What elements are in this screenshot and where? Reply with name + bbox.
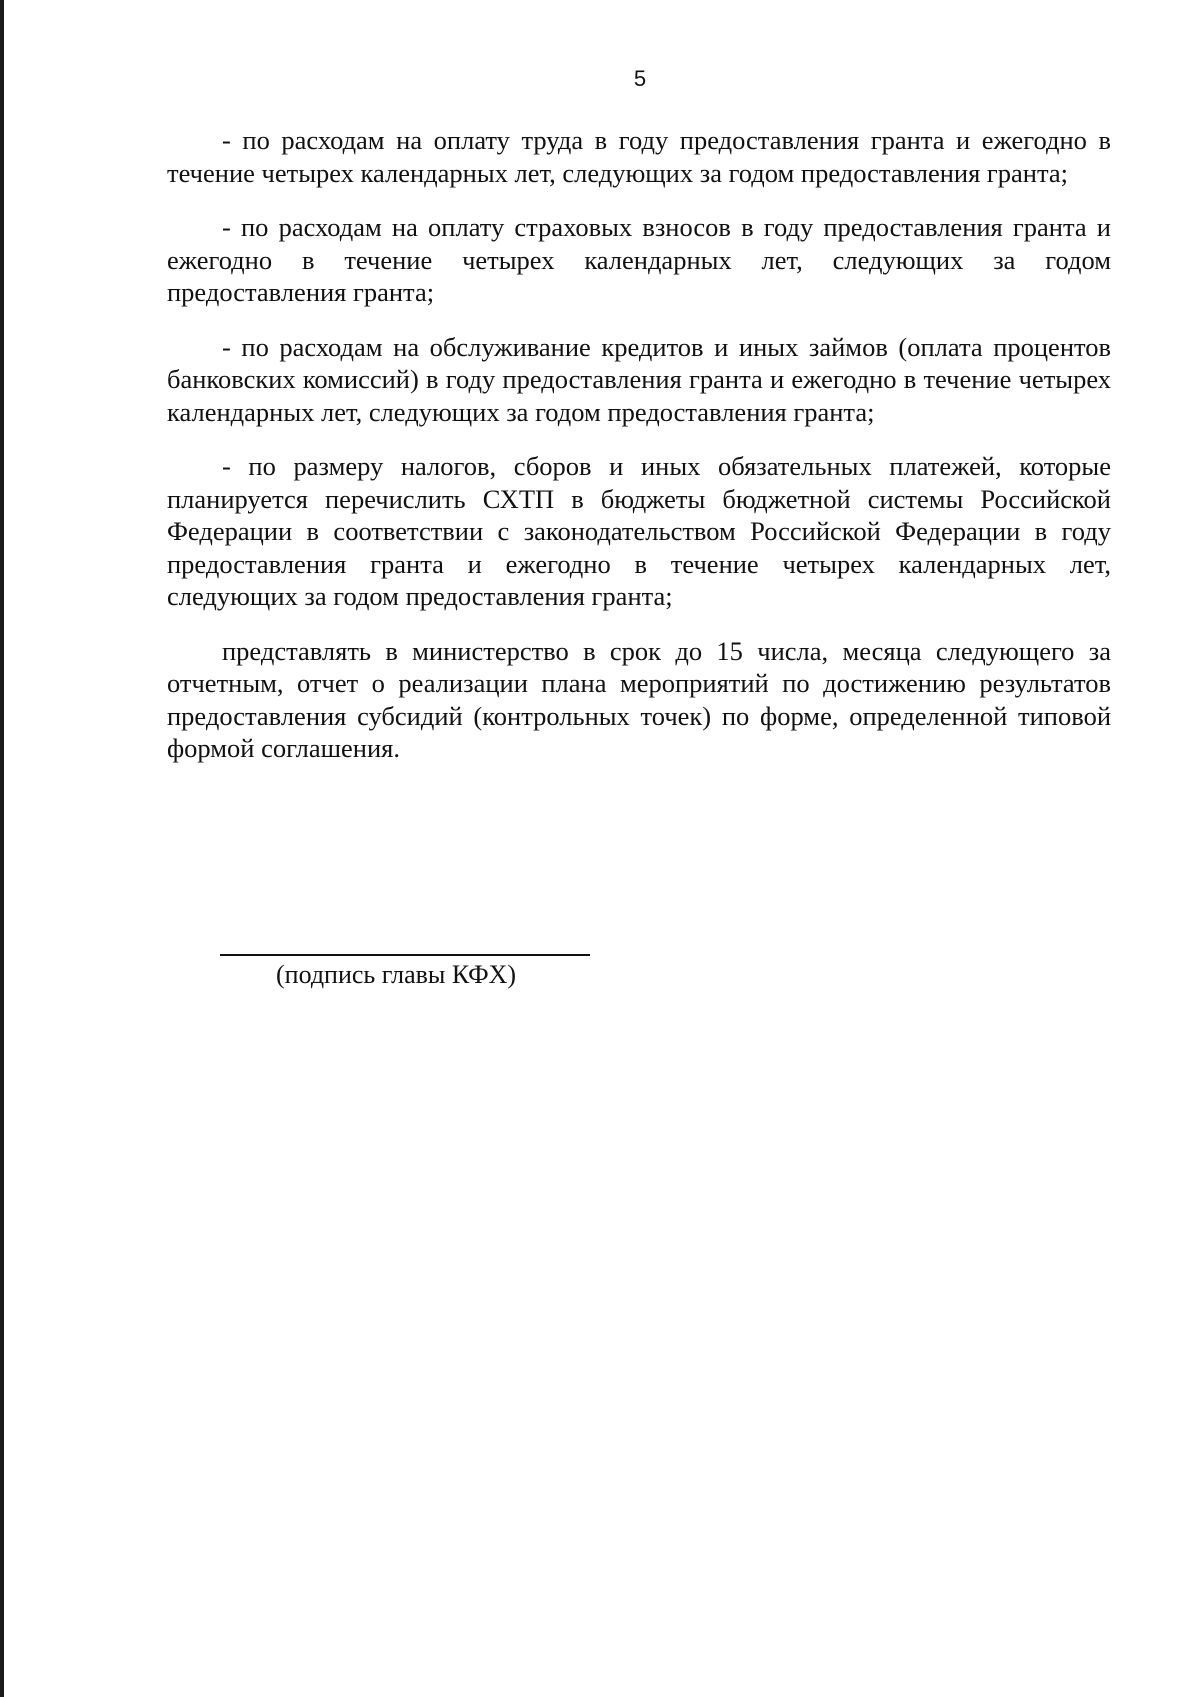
signature-caption: (подпись главы КФХ) [276, 960, 517, 989]
paragraph-report: представлять в министерство в срок до 15 числа, месяца следующего за отчетным, отчет о реализации плана мероприятий по достижению результатов предоставления субсидий (контрольных точек) по форме, определенной типовой формой соглашения. [167, 635, 1111, 763]
paragraph-labor-costs: - по расходам на оплату труда в году предоставления гранта и ежегодно в течение четырех календарных лет, следующих за годом предоставления гранта; [167, 125, 1111, 188]
paragraph-loan-costs: - по расходам на обслуживание кредитов и иных займов (оплата процентов банковских комиссий) в году предоставления гранта и ежегодно в течение четырех календарных лет, следующих за годом предоставления гранта; [167, 331, 1111, 427]
page-number: 5 [633, 66, 647, 91]
signature-line [220, 954, 590, 956]
paragraph-insurance-costs: - по расходам на оплату страховых взносов в году предоставления гранта и ежегодно в течение четырех календарных лет, следующих за годом предоставления гранта; [167, 212, 1111, 307]
page-left-edge [0, 0, 4, 1697]
paragraph-taxes: - по размеру налогов, сборов и иных обязательных платежей, которые планируется перечислить СХТП в бюджеты бюджетной системы Российской Федерации в соответствии с законодательством Российской Федерации в году предоставления гранта и ежегодно в течение четырех календарных лет, следующих за годом предоставления гранта; [167, 451, 1111, 611]
document-body [167, 124, 1111, 787]
